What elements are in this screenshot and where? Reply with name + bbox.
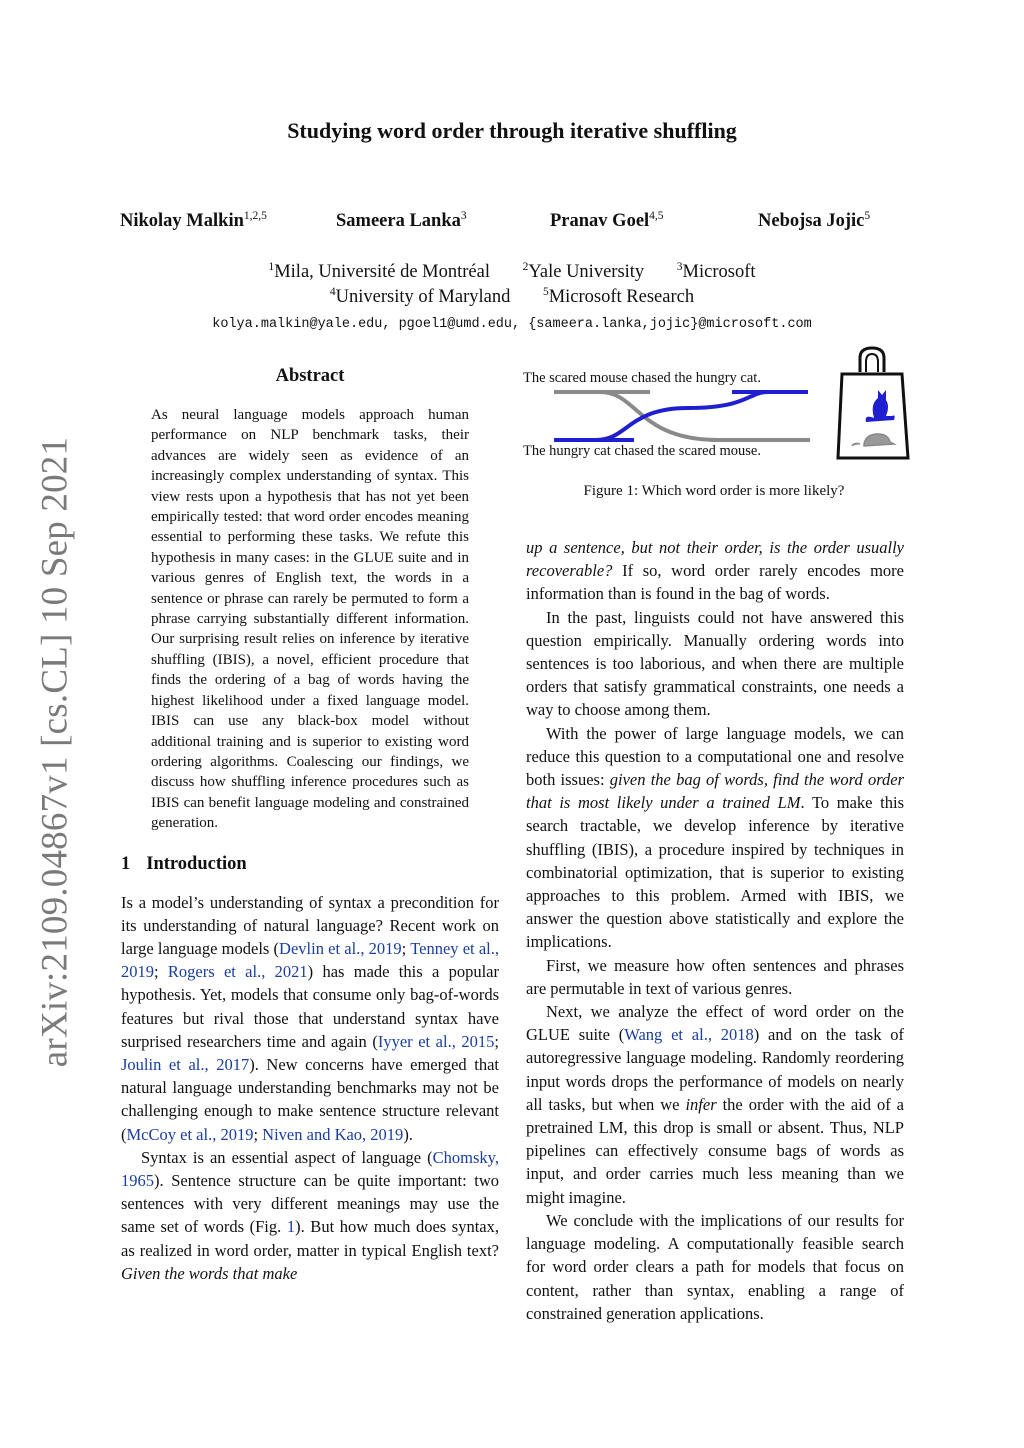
intro-paragraph-2: Syntax is an essential aspect of language (Chomsky, 1965). Sentence structure can be quite important: two sentences with very different meanings may use the same set of words (Fig. 1). But how much does syntax, as realized in word order, matter in typical English text? Given the words that make bbox=[121, 1147, 499, 1283]
author-4: Nebojsa Jojic$^5$ bbox=[758, 210, 871, 232]
author-3: Pranav Goel$^{4,5}$ bbox=[550, 210, 664, 232]
intro-paragraph-4: In the past, linguists could not have answered this question empirically. Manually ordering words into sentences is too laborious, and when there are multiple orders that satisfy grammatical constraints, one needs a way to choose among them. bbox=[526, 607, 904, 720]
citation-tenney[interactable]: Tenney et al., 2019 bbox=[121, 938, 500, 982]
affiliations-line-2 bbox=[0, 286, 1024, 308]
figure-1-caption: Figure 1: Which word order is more likely? bbox=[583, 483, 845, 499]
figure-sentence-bottom: The hungry cat chased the scared mouse. bbox=[523, 443, 761, 459]
intro-paragraph-5: With the power of large language models, we can reduce this question to a computational one and resolve both issues: given the bag of words, find the word order that is most likely under a trained LM. To make this search tractable, we develop inference by iterative shuffling (IBIS), a procedure inspired by techniques in combinatorial optimization, that is superior to existing approaches to this problem. Armed with IBIS, we answer the question above statistically and explore the implications. bbox=[526, 723, 904, 952]
intro-paragraph-7: Next, we analyze the effect of word order on the GLUE suite (Wang et al., 2018) and on the task of autoregressive language modeling. Randomly reordering input words drops the performance of models on nearly all tasks, but when we infer the order with the aid of a pretrained LM, this drop is small or absent. Thus, NLP pipelines can effectively consume bags of words as input, and order carries much less meaning than we might imagine. bbox=[526, 1002, 904, 1207]
affiliation-4: $^4$University of Maryland bbox=[329, 286, 511, 308]
affiliation-2: $^2$Yale University bbox=[522, 261, 645, 283]
figure-sentence-top: The scared mouse chased the hungry cat. bbox=[523, 370, 761, 386]
right-column bbox=[526, 536, 904, 1325]
intro-paragraph-8: We conclude with the implications of our results for language modeling. A computationally feasible search for word order clears a path for models that focus on content, rather than syntax, enabling a range of constrained generation applications. bbox=[526, 1210, 904, 1323]
figure-1-reference[interactable]: 1 bbox=[286, 1217, 296, 1237]
author-1: Nikolay Malkin$^{1,2,5}$ bbox=[120, 210, 267, 232]
citation-iyyer[interactable]: Iyyer et al., 2015 bbox=[377, 1031, 495, 1051]
citation-rogers[interactable]: Rogers et al., 2021 bbox=[167, 962, 308, 982]
left-column bbox=[121, 366, 499, 1285]
citation-wang[interactable]: Wang et al., 2018 bbox=[624, 1025, 754, 1045]
citation-mccoy[interactable]: McCoy et al., 2019 bbox=[126, 1124, 254, 1144]
intro-paragraph-3: up a sentence, but not their order, is the order usually recoverable? If so, word order rarely encodes more information than is found in the bag of words. bbox=[526, 538, 904, 604]
author-2: Sameera Lanka$^3$ bbox=[336, 210, 467, 232]
intro-paragraph-1: Is a model’s understanding of syntax a precondition for its understanding of natural language? Recent work on large language models (Devlin et al., 2019; Tenney et al., 2019; Rogers et al., 2021) has made this a popular hypothesis. Yet, models that consume only bag-of-words features but rival those that understand syntax have surprised researchers time and again (Iyyer et al., 2015; Joulin et al., 2017). New concerns have emerged that natural language understanding benchmarks may not be challenging enough to make sentence structure relevant (McCoy et al., 2019; Niven and Kao, 2019). bbox=[121, 892, 500, 1144]
citation-chomsky[interactable]: Chomsky, 1965 bbox=[121, 1147, 499, 1190]
section-heading: 1 Introduction bbox=[121, 853, 247, 874]
arxiv-identifier: arXiv:2109.04867v1 [cs.CL] 10 Sep 2021 bbox=[34, 436, 76, 1068]
abstract-text: As neural language models approach human performance on NLP benchmark tasks, their advances are widely seen as evidence of an increasingly complex understanding of syntax. This view rests upon a hypothesis that has not yet been empirically tested: that word order encodes meaning essential to performing these tasks. We refute this hypothesis in many cases: in the GLUE suite and in various genres of English text, the words in a sentence or phrase can rarely be permuted to form a phrase carrying substantially different information. Our surprising result relies on inference by iterative shuffling (IBIS), a novel, efficient procedure that finds the ordering of a bag of words having the highest likelihood under a fixed language model. IBIS can use any black-box model without additional training and is superior to existing word ordering algorithms. Coalescing our findings, we discuss how shuffling inference procedures such as IBIS can benefit language modeling and constrained generation. bbox=[151, 407, 469, 832]
citation-joulin[interactable]: Joulin et al., 2017 bbox=[121, 1054, 250, 1074]
citation-devlin[interactable]: Devlin et al., 2019 bbox=[279, 938, 402, 958]
intro-paragraph-6: First, we measure how often sentences and phrases are permutable in text of various genres. bbox=[526, 955, 904, 998]
author-emails: kolya.malkin@yale.edu, pgoel1@umd.edu, {sameera.lanka,jojic}@microsoft.com bbox=[212, 317, 812, 332]
paper-title: Studying word order through iterative shuffling bbox=[287, 118, 737, 143]
abstract-heading: Abstract bbox=[275, 366, 345, 386]
affiliation-1: $^1$Mila, Université de Montréal bbox=[268, 261, 490, 283]
affiliation-5: $^5$Microsoft Research bbox=[542, 286, 695, 308]
citation-niven[interactable]: Niven and Kao, 2019 bbox=[262, 1124, 404, 1144]
bag-of-words-icon bbox=[834, 344, 914, 464]
affiliations-line-1 bbox=[0, 261, 1024, 283]
gray-crossing bbox=[600, 392, 806, 440]
affiliation-3: $^3$Microsoft bbox=[676, 261, 756, 283]
